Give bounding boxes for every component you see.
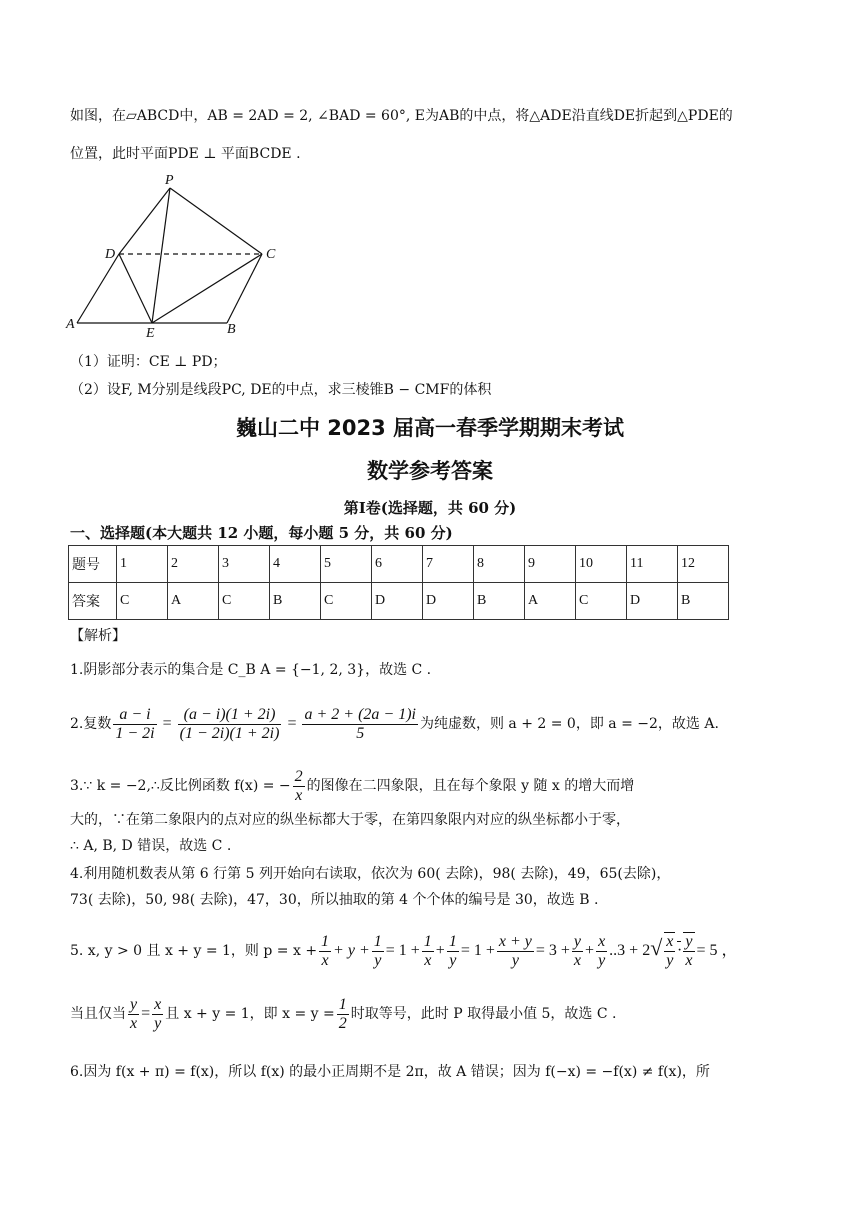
label-a: A [66, 317, 75, 332]
fraction-x-over-y: $\frac{x}{y}$ [598, 932, 606, 969]
table-cell: D [372, 583, 423, 620]
section-heading: 一、选择题(本大题共 12 小题，每小题 5 分，共 60 分) [70, 524, 453, 542]
table-cell: D [627, 583, 678, 620]
solution-3-part-b: 的图像在二四象限，且在每个象限 y 随 x 的增大而增 [306, 778, 635, 794]
label-p: P [165, 173, 174, 188]
solution-3-part-a: 3.∵ k = −2,∴反比例函数 f(x) = − [70, 778, 291, 794]
fraction-1-over-y-b: $\frac{1}{y}$ [448, 932, 457, 969]
table-cell: B [678, 583, 729, 620]
table-cell: 10 [576, 546, 627, 583]
table-cell: 答案 [69, 583, 117, 620]
table-cell: 8 [474, 546, 525, 583]
table-cell: B [270, 583, 321, 620]
table-cell: A [525, 583, 576, 620]
edge-de [119, 254, 152, 323]
solution-5-part-d: 时取等号，此时 P 取得最小值 5，故选 C . [350, 1006, 617, 1022]
solution-1: 1.阴影部分表示的集合是 C_B A = {−1, 2, 3}，故选 C . [70, 662, 432, 678]
solution-3-line-1 [70, 766, 634, 806]
analysis-label: 【解析】 [70, 628, 126, 644]
label-d: D [105, 247, 116, 262]
table-cell: 4 [270, 546, 321, 583]
solution-2-prefix: 2.复数 [70, 716, 112, 732]
table-cell: 11 [627, 546, 678, 583]
table-cell: 6 [372, 546, 423, 583]
fraction-1-over-2: $\frac{1}{2}$ [338, 995, 347, 1032]
table-cell: 2 [168, 546, 219, 583]
table-cell: C [117, 583, 168, 620]
fold-geometry-figure [62, 170, 292, 340]
edge-pc [170, 188, 262, 254]
table-cell: C [321, 583, 372, 620]
fraction-y-over-x-root: $\frac{y}{x}$ [685, 933, 693, 969]
fraction-1-over-y: $\frac{1}{y}$ [373, 932, 382, 969]
solution-5-part-b: 当且仅当 [70, 1006, 126, 1022]
table-cell: 3 [219, 546, 270, 583]
fraction-a-i-over-1-2i: $\frac{a - i}{1 - 2i}$ [115, 705, 155, 742]
solution-4-line-2: 73( 去除)，50, 98( 去除)，47，30，所以抽取的第 4 个个体的编号是 30，故选 B . [70, 892, 599, 908]
fraction-2-over-x: $\frac{2}{x}$ [294, 767, 303, 804]
table-cell: C [576, 583, 627, 620]
answer-table [68, 545, 729, 620]
table-cell: 1 [117, 546, 168, 583]
table-cell: A [168, 583, 219, 620]
answer-key-title: 巍山二中 2023 届高一春季学期期末考试 [235, 416, 625, 440]
problem-intro-line-1: 如图，在▱ABCD中，AB = 2AD = 2, ∠BAD = 60°, E为AB的中点，将△ADE沿直线DE折起到△PDE的 [70, 108, 733, 124]
label-c: C [266, 247, 276, 262]
solution-6: 6.因为 f(x + π) = f(x)，所以 f(x) 的最小正周期不是 2π，故 A 错误；因为 f(−x) = −f(x) ≠ f(x)，所 [70, 1064, 710, 1080]
fraction-x-over-y-root: $\frac{x}{y}$ [666, 933, 674, 969]
fraction-y-over-x-c: $\frac{y}{x}$ [130, 995, 138, 1032]
fraction-xy-over-y: $\frac{x + y}{y}$ [498, 932, 532, 969]
problem-intro-line-2: 位置，此时平面PDE ⊥ 平面BCDE . [70, 146, 301, 162]
label-e: E [146, 326, 155, 340]
fraction-1-over-x: $\frac{1}{x}$ [321, 932, 330, 969]
fraction-expanded: $\frac{(a - i)(1 + 2i)}{(1 - 2i)(1 + 2i)}$ [179, 705, 280, 742]
solution-3-line-2: 大的，∵在第二象限内的点对应的纵坐标都大于零，在第四象限内对应的纵坐标都小于零， [70, 812, 630, 828]
solution-5-line-1: 5. x, y > 0 且 x + y = 1，则 p = x + $\frac{1}{x}$ + y + $\frac{1}{y}$ = 1 + $\frac{1}{x}$ + $\frac{1}{y}$ = 1 + $\frac{x + y}{y}$ = 3 + $\frac{y}{x}$ + $\frac{x}{y}$ ..3 + 2√ $\frac{x}{y}$ · $\frac{y}{x}$ = 5 ， [70, 932, 738, 969]
solution-2: 2.复数 $\frac{a - i}{1 - 2i}$ = $\frac{(a - i)(1 + 2i)}{(1 - 2i)(1 + 2i)}$ = $\frac{a + 2 + (2a - 1)i}{5}$ 为纯虚数，则 a + 2 = 0，即 a = −2，故选 A. [70, 705, 719, 742]
table-cell: D [423, 583, 474, 620]
table-cell: 7 [423, 546, 474, 583]
label-b: B [227, 322, 236, 337]
fraction-y-over-x: $\frac{y}{x}$ [573, 932, 582, 969]
table-cell: 5 [321, 546, 372, 583]
table-cell: C [219, 583, 270, 620]
table-cell: 12 [678, 546, 729, 583]
fraction-simplified: $\frac{a + 2 + (2a - 1)i}{5}$ [304, 705, 416, 742]
table-cell: 9 [525, 546, 576, 583]
fraction-x-over-y-c: $\frac{x}{y}$ [154, 995, 162, 1032]
edge-ad [77, 254, 119, 323]
table-cell: B [474, 583, 525, 620]
table-row-numbers [69, 546, 729, 583]
solution-5-part-a: 5. x, y > 0 且 x + y = 1，则 p = x + [70, 943, 318, 959]
answer-key-subtitle: 数学参考答案 [367, 459, 493, 483]
solution-5-line-2: 当且仅当 $\frac{y}{x}$ = $\frac{x}{y}$ 且 x + y = 1，即 x = y = $\frac{1}{2}$ 时取等号，此时 P 取得最小值 5，故选 C . [70, 995, 617, 1032]
table-row-answers [69, 583, 729, 620]
solution-4-line-1: 4.利用随机数表从第 6 行第 5 列开始向右读取，依次为 60( 去除)，98( 去除)，49，65(去除)， [70, 866, 671, 882]
solution-5-part-c: 且 x + y = 1，即 x = y = [165, 1006, 335, 1022]
solution-2-suffix: 为纯虚数，则 a + 2 = 0，即 a = −2，故选 A. [419, 716, 719, 732]
solution-3-line-3: ∴ A, B, D 错误，故选 C . [70, 838, 232, 854]
fraction-1-over-x-b: $\frac{1}{x}$ [423, 932, 432, 969]
edge-ec [152, 254, 262, 323]
volume-heading: 第Ⅰ卷(选择题，共 60 分) [343, 499, 517, 517]
problem-part-1: （1）证明：CE ⊥ PD； [70, 354, 227, 370]
sqrt-symbol: √ [650, 935, 663, 960]
table-cell: 题号 [69, 546, 117, 583]
problem-part-2: （2）设F, M分别是线段PC, DE的中点，求三棱锥B − CMF的体积 [70, 382, 492, 398]
